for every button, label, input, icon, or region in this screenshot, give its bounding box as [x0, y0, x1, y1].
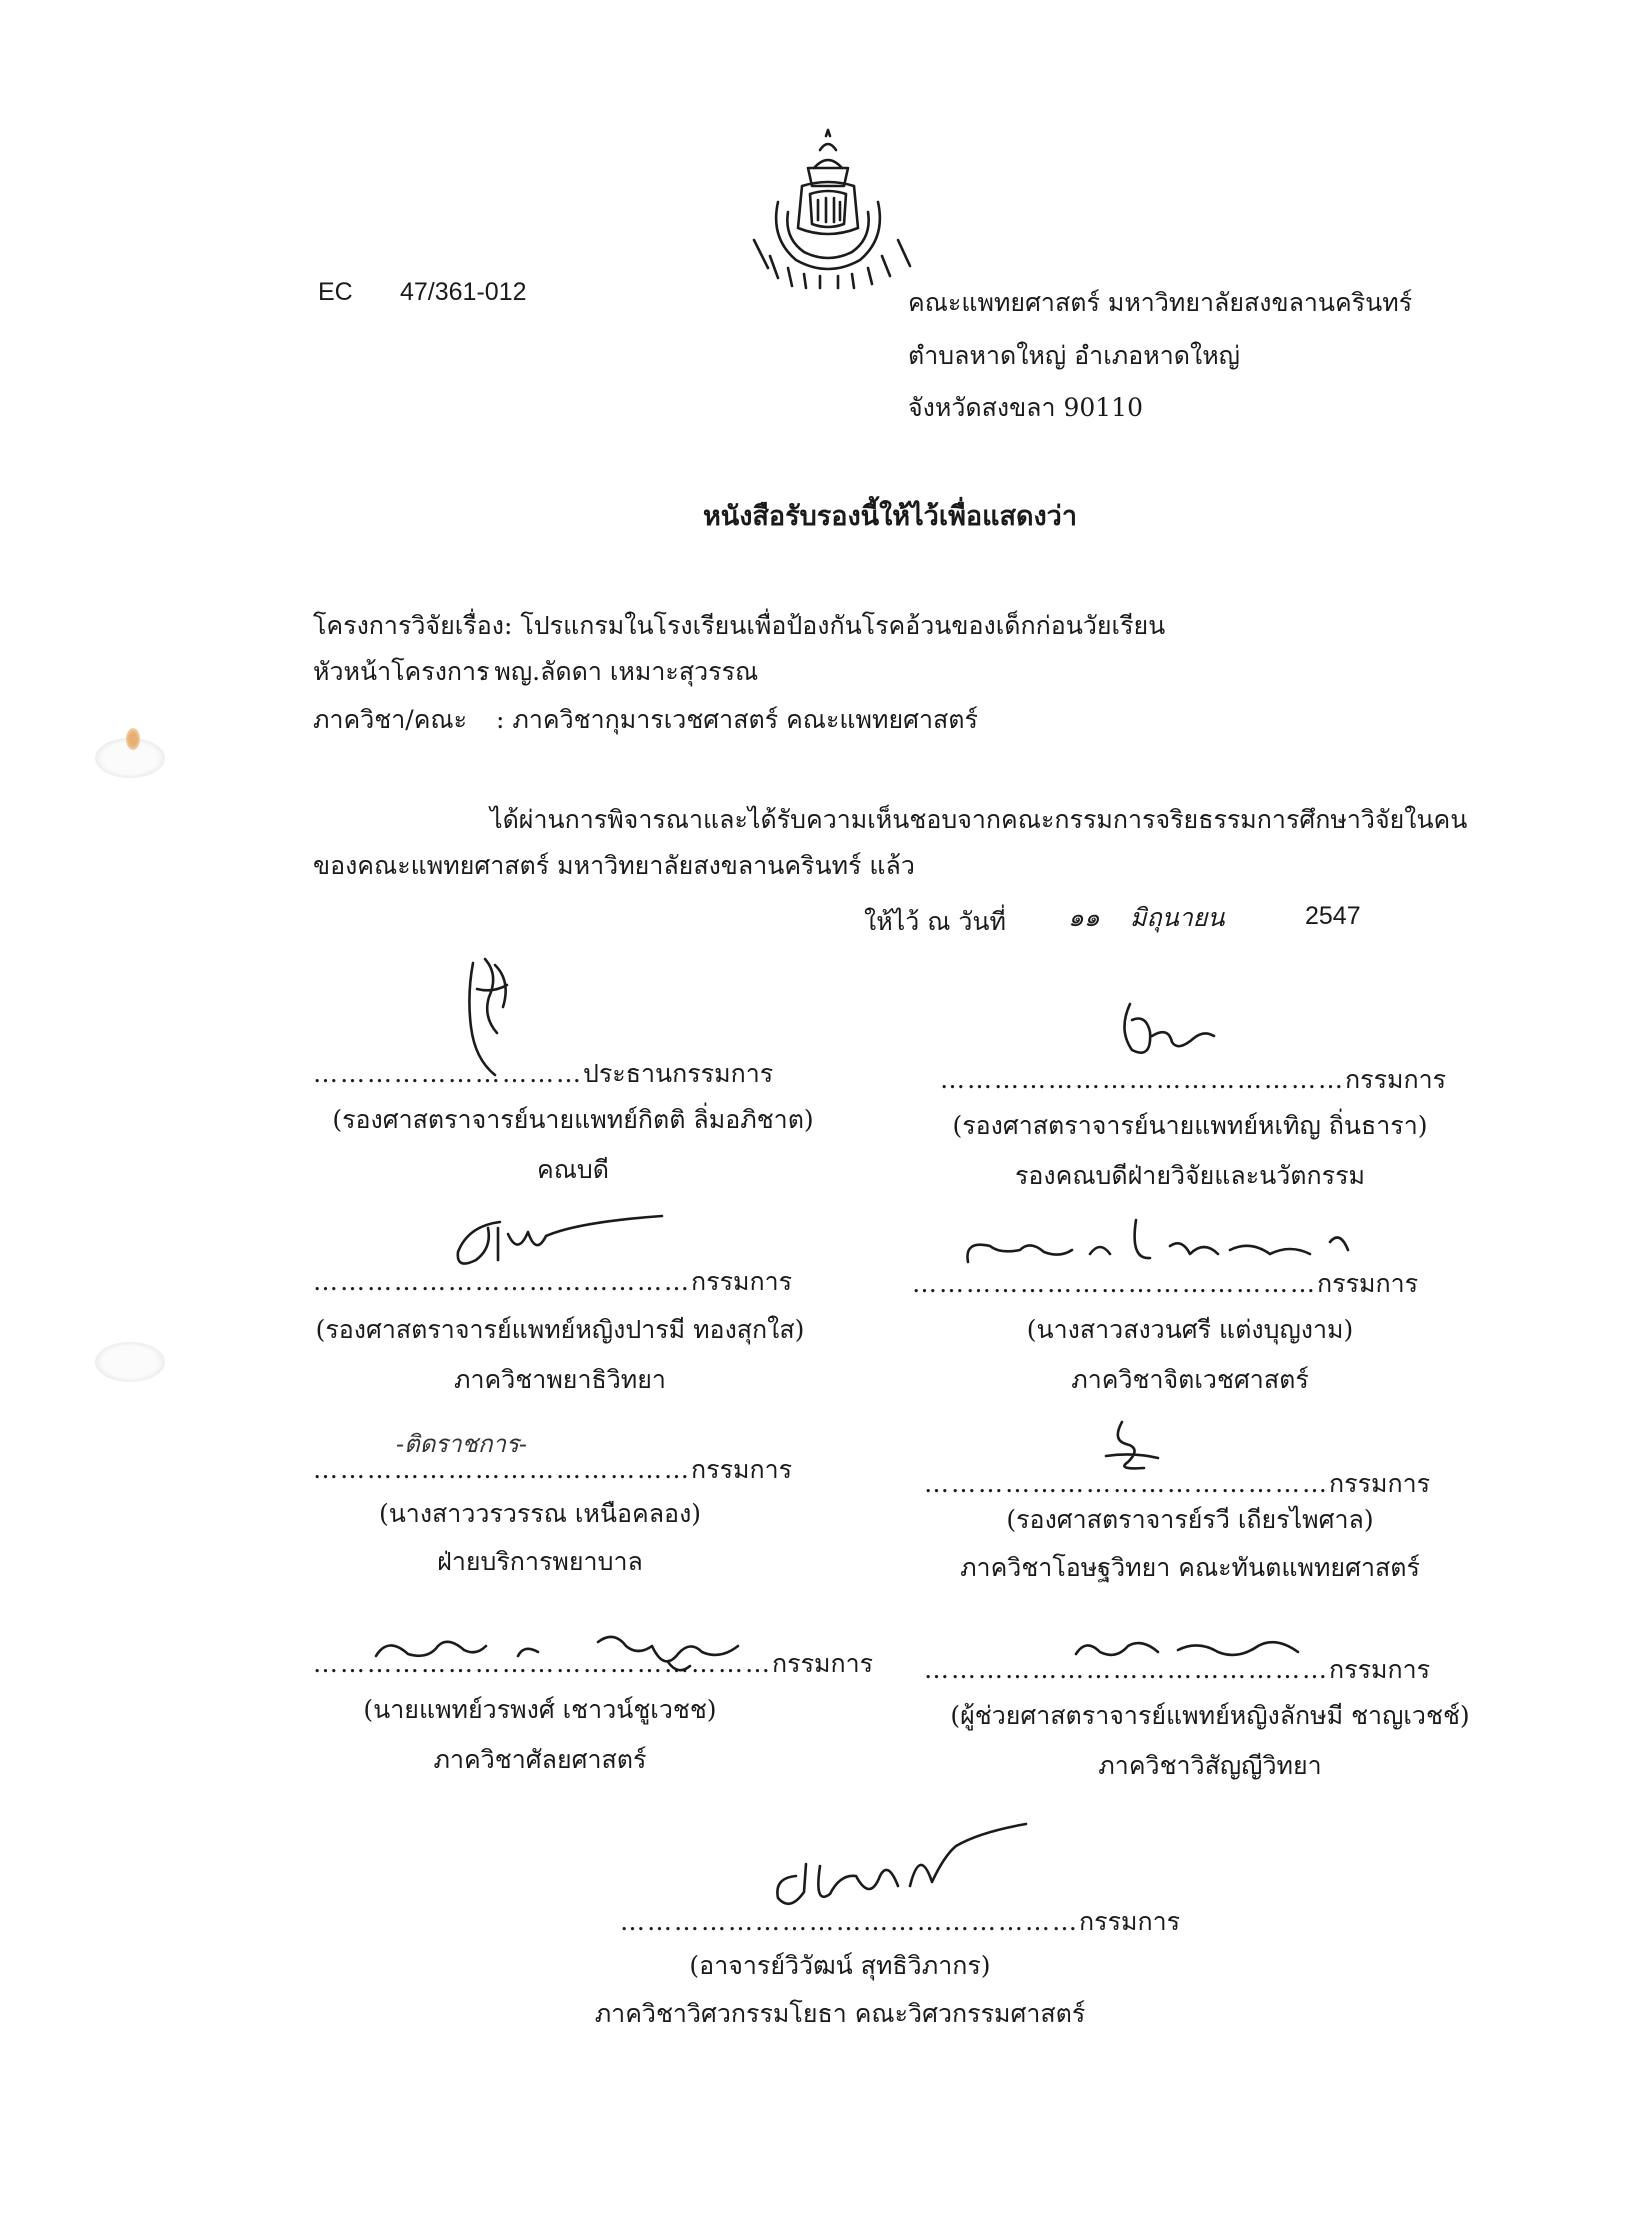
signatory-6-dots: ………………………………………: [924, 1469, 1329, 1498]
signatory-8-role: กรรมการ: [1329, 1655, 1431, 1684]
date-day: ๑๑: [1068, 903, 1100, 932]
approval-line-2: ของคณะแพทยศาสตร์ มหาวิทยาลัยสงขลานครินทร์ แล้ว: [313, 851, 915, 880]
signatory-4-name: (นางสาวสงวนศรี แต่งบุญงาม): [1026, 1315, 1354, 1344]
signatory-2-dots: ………………………………………: [940, 1065, 1345, 1094]
date-year: 2547: [1305, 902, 1361, 930]
signatory-3-name: (รองศาสตราจารย์แพทย์หญิงปารมี ทองสุกใส): [315, 1315, 805, 1344]
signatory-3-dots: ……………………………………: [313, 1267, 691, 1296]
signatory-4-role: กรรมการ: [1317, 1269, 1419, 1298]
signatory-7-dots: ……………………………………………: [313, 1649, 772, 1678]
signatory-6-name: (รองศาสตราจารย์รวี เถียรไพศาล): [1006, 1505, 1374, 1534]
signatory-5-on-behalf-note: -ติดราชการ-: [396, 1430, 527, 1458]
certificate-title: หนังสือรับรองนี้ให้ไว้เพื่อแสดงว่า: [702, 501, 1078, 532]
project-title-value: : โปรแกรมในโรงเรียนเพื่อป้องกันโรคอ้วนของเด็กก่อนวัยเรียน: [504, 611, 1166, 640]
signatory-8-name: (ผู้ช่วยศาสตราจารย์แพทย์หญิงลักษมี ชาญเวชช์): [950, 1701, 1470, 1730]
date-month: มิถุนายน: [1130, 903, 1225, 932]
signatory-4-dots: ………………………………………: [912, 1269, 1317, 1298]
signatory-3-line: [313, 1262, 792, 1302]
signatory-2-name: (รองศาสตราจารย์นายแพทย์หเทิญ ถิ่นธารา): [952, 1111, 1428, 1140]
signatory-1-name: (รองศาสตราจารย์นายแพทย์กิตติ ลิ่มอภิชาต): [332, 1105, 814, 1134]
signatory-3-position: ภาควิชาพยาธิวิทยา: [454, 1365, 666, 1394]
project-dept-value: : ภาควิชากุมารเวชศาสตร์ คณะแพทยศาสตร์: [496, 705, 978, 734]
project-dept-label: ภาควิชา/คณะ: [313, 705, 468, 734]
signatory-9-line: [620, 1902, 1180, 1942]
ec-label: EC: [318, 278, 353, 306]
signatory-8-line: [924, 1650, 1430, 1690]
project-head-value: : พญ.ลัดดา เหมาะสุวรรณ: [478, 657, 759, 686]
signatory-2-position: รองคณบดีฝ่ายวิจัยและนวัตกรรม: [1014, 1161, 1366, 1190]
signatory-7-line: [313, 1644, 873, 1684]
address-line-3: จังหวัดสงขลา 90110: [908, 393, 1143, 422]
signatory-5-position: ฝ่ายบริการพยาบาล: [437, 1547, 643, 1576]
signatory-8-position: ภาควิชาวิสัญญีวิทยา: [1098, 1751, 1322, 1780]
signatory-6-role: กรรมการ: [1329, 1469, 1431, 1498]
date-label: ให้ไว้ ณ วันที่: [864, 907, 1006, 936]
signatory-7-position: ภาควิชาศัลยศาสตร์: [433, 1745, 647, 1774]
signatory-9-name: (อาจารย์วิวัฒน์ สุทธิวิภากร): [689, 1951, 991, 1980]
signatory-5-role: กรรมการ: [691, 1455, 793, 1484]
signatory-6-line: [924, 1464, 1430, 1504]
address-line-2: ตำบลหาดใหญ่ อำเภอหาดใหญ่: [908, 341, 1240, 370]
faculty-seal-icon: [748, 128, 918, 288]
project-head-label: หัวหน้าโครงการ: [313, 657, 490, 686]
signatory-9-role: กรรมการ: [1079, 1907, 1181, 1936]
signatory-9-dots: ……………………………………………: [620, 1907, 1079, 1936]
project-title-label: โครงการวิจัยเรื่อง: [313, 611, 504, 640]
signatory-1-line: [313, 1054, 773, 1094]
signatory-6-position: ภาควิชาโอษฐวิทยา คณะทันตแพทยศาสตร์: [960, 1553, 1420, 1582]
punch-hole-bottom: [95, 1342, 165, 1382]
signature-2: [1112, 990, 1222, 1070]
address-line-1: คณะแพทยศาสตร์ มหาวิทยาลัยสงขลานครินทร์: [908, 288, 1413, 317]
signatory-5-line: [313, 1450, 792, 1490]
signatory-9-position: ภาควิชาวิศวกรรมโยธา คณะวิศวกรรมศาสตร์: [594, 1999, 1086, 2028]
signatory-2-line: [940, 1060, 1446, 1100]
signatory-8-dots: ………………………………………: [924, 1655, 1329, 1684]
signatory-5-dots: ……………………………………: [313, 1455, 691, 1484]
signatory-1-position: คณบดี: [536, 1155, 610, 1184]
signatory-7-name: (นายแพทย์วรพงศ์ เชาวน์ชูเวชช): [363, 1695, 717, 1724]
approval-line-1: ได้ผ่านการพิจารณาและได้รับความเห็นชอบจากคณะกรรมการจริยธรรมการศึกษาวิจัยในคน: [490, 805, 1468, 834]
signatory-1-dots: …………………………: [313, 1059, 583, 1088]
signatory-7-role: กรรมการ: [772, 1649, 874, 1678]
signatory-5-name: (นางสาววรวรรณ เหนือคลอง): [378, 1499, 702, 1528]
stain-mark: [126, 728, 140, 750]
signatory-3-role: กรรมการ: [691, 1267, 793, 1296]
signatory-2-role: กรรมการ: [1345, 1065, 1447, 1094]
ec-number: 47/361-012: [400, 278, 527, 306]
signatory-1-role: ประธานกรรมการ: [583, 1059, 774, 1088]
signatory-4-position: ภาควิชาจิตเวชศาสตร์: [1071, 1365, 1309, 1394]
signatory-4-line: [912, 1264, 1418, 1304]
